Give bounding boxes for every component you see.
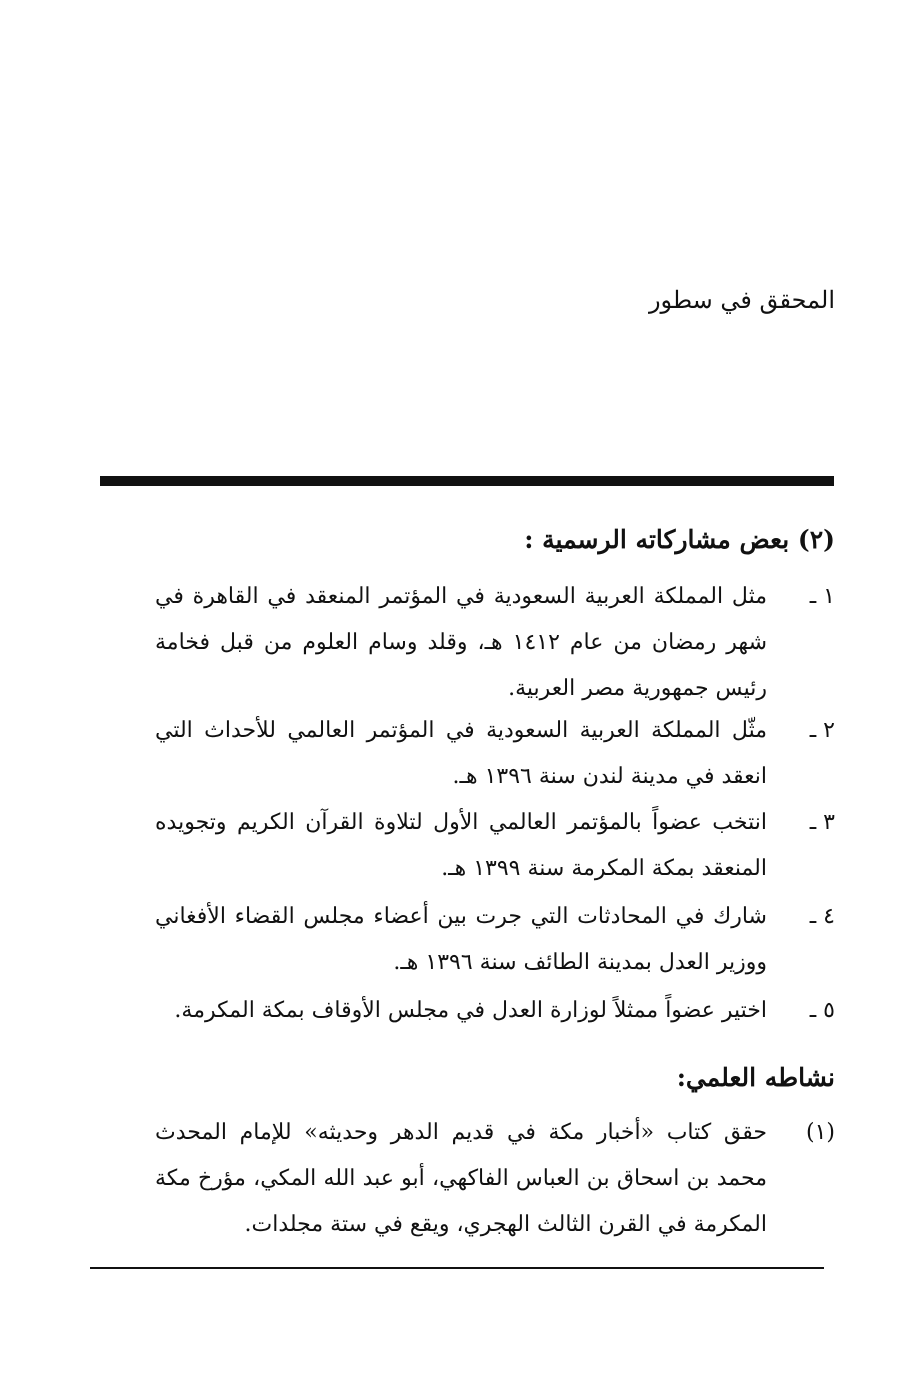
- item-number: ١ ـ: [809, 584, 835, 609]
- list-item: [155, 1110, 835, 1248]
- item-text: مثّل المملكة العربية السعودية في المؤتمر العالمي للأحداث التي انعقد في مدينة لندن سنة ١٣٩٦ هـ.: [155, 718, 767, 789]
- item-number: ٣ ـ: [809, 810, 835, 835]
- item-text: اختير عضواً ممثلاً لوزارة العدل في مجلس الأوقاف بمكة المكرمة.: [174, 998, 767, 1023]
- list-item: [155, 988, 835, 1034]
- list-item: [155, 800, 835, 892]
- section-heading-official-participations: (٢) بعض مشاركاته الرسمية :: [524, 525, 835, 554]
- running-head: المحقق في سطور: [648, 286, 835, 314]
- item-text: شارك في المحادثات التي جرت بين أعضاء مجلس القضاء الأفغاني ووزير العدل بمدينة الطائف سنة ١٣٩٦ هـ.: [155, 904, 767, 975]
- header-rule: [100, 476, 834, 486]
- item-text: حقق كتاب «أخبار مكة في قديم الدهر وحديثه» للإمام المحدث محمد بن اسحاق بن العباس الفاكهي، أبو عبد الله المكي، مؤرخ مكة المكرمة في القرن الثالث الهجري، ويقع في ستة مجلدات.: [155, 1120, 767, 1237]
- item-number: ٥ ـ: [809, 998, 835, 1023]
- section-heading-scholarly-activity: نشاطه العلمي:: [676, 1063, 835, 1092]
- item-number: ٢ ـ: [809, 718, 835, 743]
- list-item: [155, 574, 835, 712]
- item-text: انتخب عضواً بالمؤتمر العالمي الأول لتلاوة القرآن الكريم وتجويده المنعقد بمكة المكرمة سنة ١٣٩٩ هـ.: [155, 810, 767, 881]
- item-number: ٤ ـ: [809, 904, 835, 929]
- item-text: مثل المملكة العربية السعودية في المؤتمر المنعقد في القاهرة في شهر رمضان من عام ١٤١٢ هـ، وقلد وسام العلوم من قبل فخامة رئيس جمهورية مصر العربية.: [155, 584, 767, 701]
- list-item: [155, 708, 835, 800]
- footer-rule: [90, 1267, 824, 1269]
- item-number: (١): [805, 1120, 835, 1145]
- list-item: [155, 894, 835, 986]
